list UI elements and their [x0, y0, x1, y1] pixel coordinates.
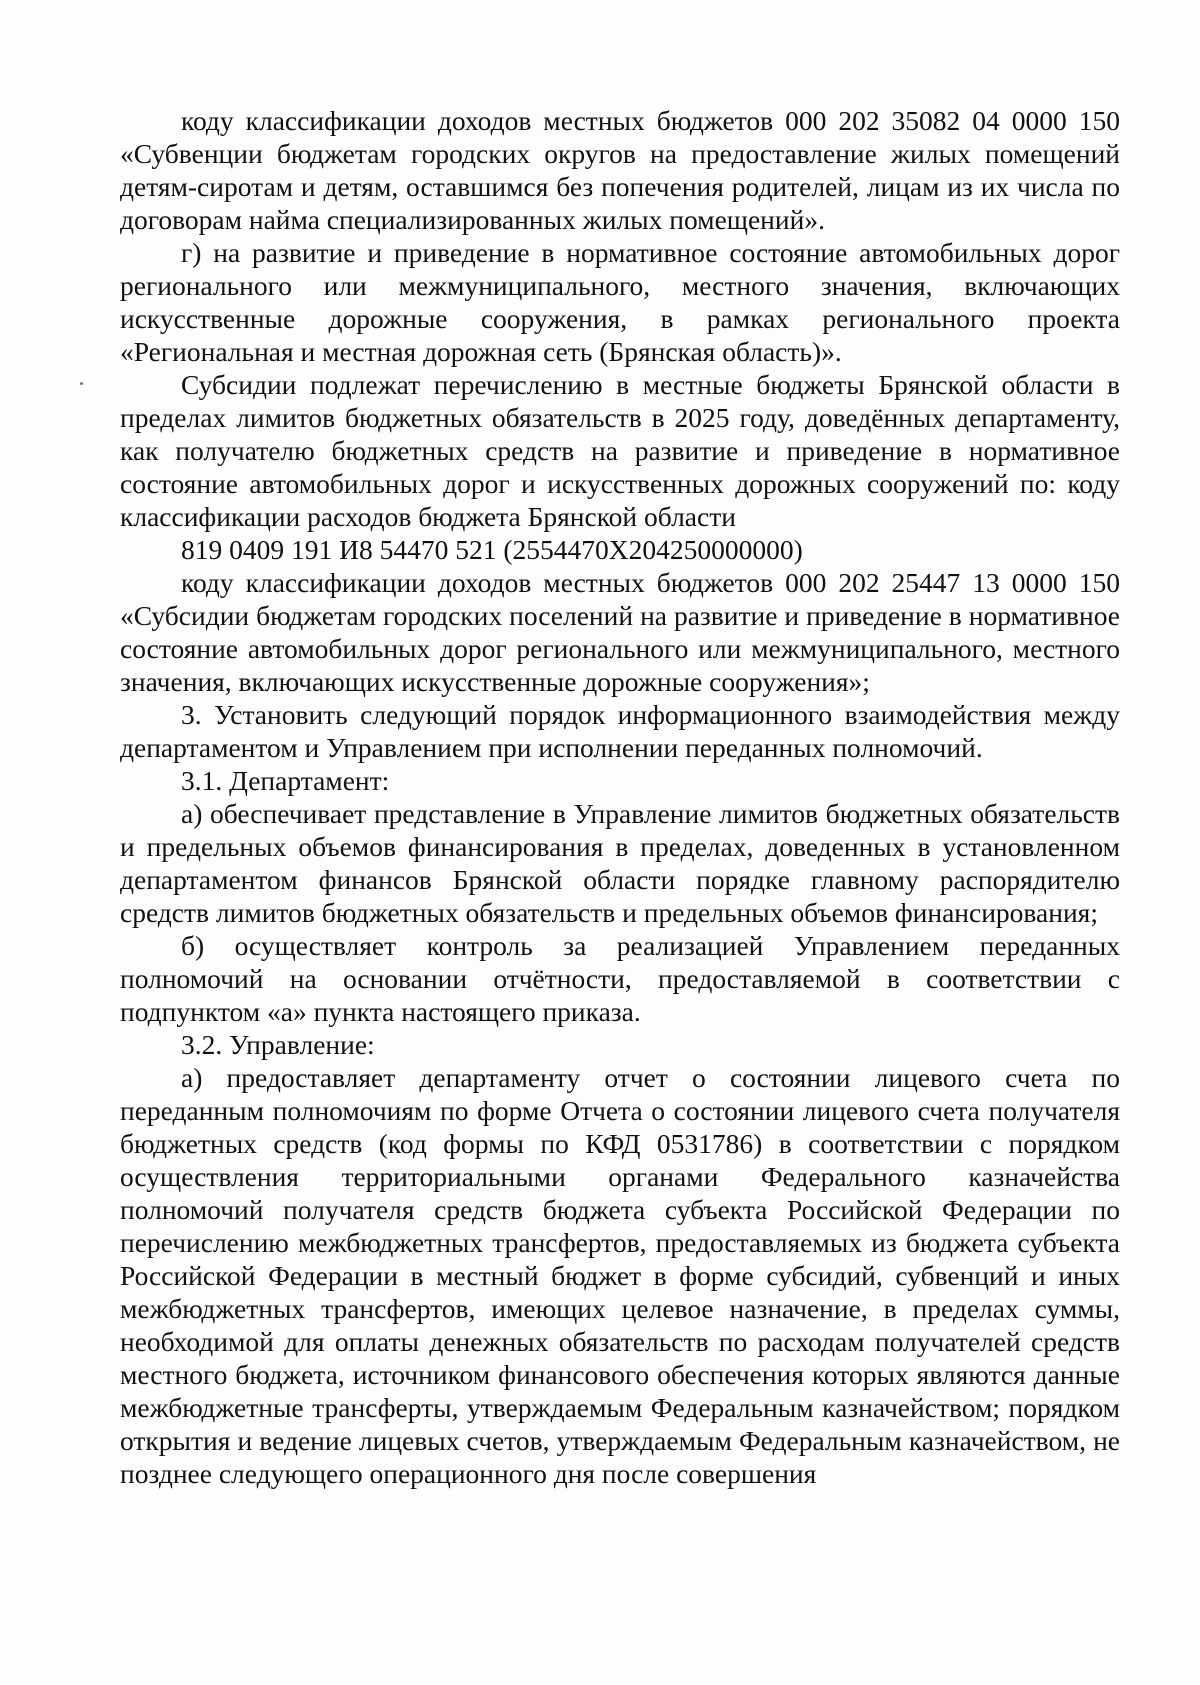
paragraph-section-3: 3. Установить следующий порядок информационного взаимодействия между департаментом и Управлением при исполнении переданных полномочий. [120, 699, 1120, 763]
paragraph-3-2-a: а) предоставляет департаменту отчет о состоянии лицевого счета по переданным полномочиям по форме Отчета о состоянии лицевого счета получателя бюджетных средств (код формы по КФД 0531786) в соответствии с порядком осуществления территориальными органами Федерального казначейства полномочий получателя средств бюджета субъекта Российской Федерации по перечислению межбюджетных трансфертов, предоставляемых из бюджета субъекта Российской Федерации в местный бюджет в форме субсидий, субвенций и иных межбюджетных трансфертов, имеющих целевое назначение, в пределах суммы, необходимой для оплаты денежных обязательств по расходам получателей средств местного бюджета, источником финансового обеспечения которых являются данные межбюджетные трансферты, утверждаемым Федеральным казначейством; порядком открытия и ведение лицевых счетов, утверждаемым Федеральным казначейством, не позднее следующего операционного дня после совершения [120, 1062, 1120, 1489]
paragraph-subsidies-transfer: Субсидии подлежат перечислению в местные бюджеты Брянской области в пределах лимитов бюджетных обязательств в 2025 году, доведённых департаменту, как получателю бюджетных средств на развитие и приведение в нормативное состояние автомобильных дорог и искусственных дорожных сооружений по: коду классификации расходов бюджета Брянской области [120, 369, 1120, 532]
paragraph-expense-code: 819 0409 191 И8 54470 521 (2554470Х204250000000) [181, 534, 803, 565]
scan-speck [80, 382, 83, 385]
document-body [120, 104, 1120, 1490]
paragraph-3-1-b: б) осуществляет контроль за реализацией Управлением переданных полномочий на основании отчётности, предоставляемой в соответствии с подпунктом «а» пункта настоящего приказа. [120, 930, 1120, 1027]
paragraph-section-3-1-heading: 3.1. Департамент: [181, 765, 390, 796]
paragraph-section-3-2-heading: 3.2. Управление: [181, 1029, 375, 1060]
paragraph-income-code-subsidies: коду классификации доходов местных бюджетов 000 202 25447 13 0000 150 «Субсидии бюджетам городских поселений на развитие и приведение в нормативное состояние автомобильных дорог регионального или межмуниципального, местного значения, включающих искусственные дорожные сооружения»; [120, 567, 1120, 697]
paragraph-income-code-subventions: коду классификации доходов местных бюджетов 000 202 35082 04 0000 150 «Субвенции бюджетам городских округов на предоставление жилых помещений детям-сиротам и детям, оставшимся без попечения родителей, лицам из их числа по договорам найма специализированных жилых помещений». [120, 105, 1120, 235]
paragraph-item-g-roads: г) на развитие и приведение в нормативное состояние автомобильных дорог регионального или межмуниципального, местного значения, включающих искусственные дорожные сооружения, в рамках регионального проекта «Региональная и местная дорожная сеть (Брянская область)». [120, 237, 1120, 367]
paragraph-3-1-a: а) обеспечивает представление в Управление лимитов бюджетных обязательств и предельных объемов финансирования в пределах, доведенных в установленном департаментом финансов Брянской области порядке главному распорядителю средств лимитов бюджетных обязательств и предельных объемов финансирования; [120, 798, 1120, 928]
